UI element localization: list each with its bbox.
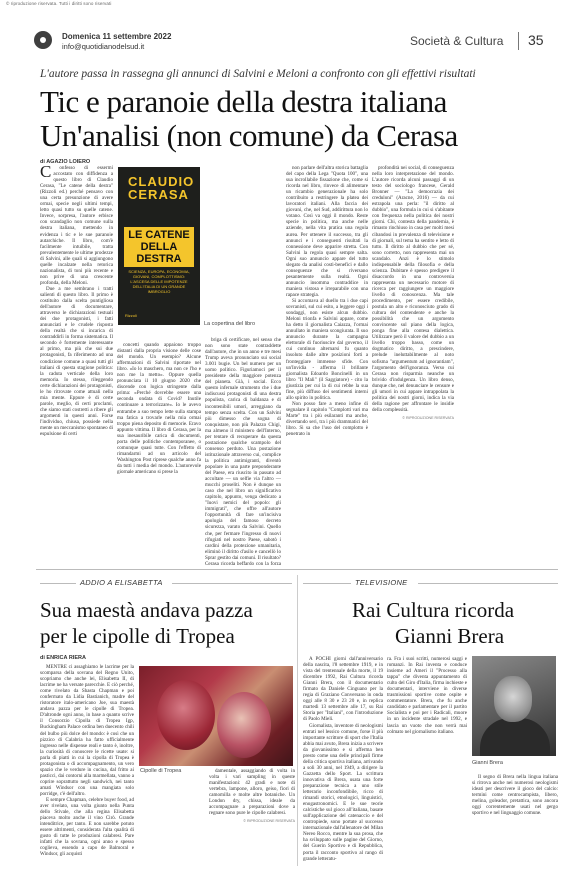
headline-line-1: Tic e paranoie della destra italiana <box>40 84 447 119</box>
right-headline-line-2: Gianni Brera <box>395 624 505 648</box>
cover-subtitle: SCIENZA, EUROPA, ECONOMIA, GIOVANI, COMPLOTTISMO: L'ASCESA DELLE IMPOTENZE DELL'ITALIA DI UN GRANDE IMBROGLIO <box>128 269 190 294</box>
section-tag-left: ADDIO A ELISABETTA <box>80 578 163 587</box>
page-number: 35 <box>528 32 544 48</box>
right-headline-line-1: Rai Cultura ricorda <box>352 598 515 622</box>
right-column-1 <box>303 656 383 864</box>
brera-caption: Gianni Brera <box>472 760 503 766</box>
paragraph: profondità nei social, di conseguenza nella loro interpretazione del mondo. L'autore ricorda alcuni passaggi di un testo del sociologo francese, Gerald Bronner — "La democrazia dei creduloni" (Aracne, 2016) — da cui estrapola una perla: "il diritto al dubbio", una formula in cui si s'abitante con frequenza nella politica dei nostri giorni. Chi, contesta della pandemia, è rimasto rinchiuso in casa per molti mesi cibandosi in prevalenza di televisione e di giornali, sul tema ha sentito e letto di tutto. Il diritto al dubbio che per sé, sono corretto, non rappresenta mai un scandalo. Anzi è lo stimolo indispensabile della filosofia e della scienza. Dubitare è spesso predigere il disaccordo in una controversia rappresenta un necessario motore di ricerca per raggiungere un maggiore livello di conoscenza. Ma tale procedimento, per essere credibile, postula un alto e riconosciuto grado di cultura del contendente e anche la possibilità che un argomento convincente sul piano della logica, ponga fine alla contesa dialettica. Utilizzare però il valore del dubbio a un livello troppo basso, come un dogmatico diritto, a prescindere, prelude ineluttabilmente al noto sofisma "argumentum ad ignorantiam", l'argomento dell'ignoranza. Verso cui Cerasa non risparmia neanche un brivido d'indulgenza. Un libro denso, dunque che, nel denunciare le censure e gli umori in cui appare intrappolata la politica dei nostri giorni, indica la via della ragione per affrontare le insidie della complessità. <box>372 165 454 413</box>
cover-publisher: Rizzoli <box>125 313 137 318</box>
paragraph: MENTRE ci assaghiamo le lacrime per la scomparsa della sovrana del Regno Unito, scopriamo che anche lei, Elisabetta II, di lacrime ne ha versate parecchie. E ciò perché, come rivelato da Shasta Chapman e poi confermato da Lidia Bastianich, madre del ristoratore italo-americano Joe, sua maestà andava pazza per le cipolle di Tropea. D'altronde ogni anno, in base a quanto scrive il Consorzio Cipolla di Tropea Igp, Buckingham Palace ordina ben duecento chili del bulbo più dolce del mondo: è così che un pizzico di Calabria ha fatto ufficialmente ingresso nelle dispense reali e tanto è, inoltre, la curiosità di conoscere le ricette usate: si parla di piatti in cui la cipolla di Tropea è protagonista o di accompagnamento, un vero spazio che le verdure in cucina, dal fritto ai pasticci, dai contorni alla marmellata, vanno a coprire soprattutto negli sandwich, nei tanto amati Windsor con una mangiata solo porridge, c'è dell'altro. <box>40 664 134 797</box>
paragraph: ra. Fra i suoi scritti, numerosi saggi e romanzi. In Rai inventa e conduce insieme ad Ameri il "Processo alla tappa" che diventa appuntamento di culto del Giro d'Italia, firma inchieste e documentari, interviene in diverse trasmissioni sportive come ospite e commentatore. Brera, che fu anche candidato e parlamentare per il partito Socialista e poi per i Radicali, muore in un incidente stradale nel 1992, e lascia un vuoto che non verrà mai colmato nel giornalismo italiano. <box>387 656 467 735</box>
copyright-note: © riproduzione riservata. Tutti i diritti sono riservati <box>6 1 112 6</box>
onion-caption: Cipolle di Tropea <box>140 768 182 774</box>
issue-date: Domenica 11 settembre 2022 <box>62 32 172 41</box>
tag-rule <box>418 583 558 584</box>
article-kicker: L'autore passa in rassegna gli annunci di Salvini e Meloni a confronto con gli effettivi risultati <box>40 68 476 80</box>
onion-photo <box>139 666 293 766</box>
book-cover-image <box>118 167 200 325</box>
left-column-1 <box>40 664 134 864</box>
left-headline-line-1: Sua maestà andava pazza <box>40 598 253 622</box>
paragraph: Il segno di Brera nella lingua italiana si ritrova anche nei numerosi neologismi ideati per descrivere il gioco del calcio: termini come centrocampista, libero, melina, goleador, pretattica, sono ancora oggi correntemente usati nel gergo sportivo e nel linguaggio comune. <box>472 774 558 817</box>
paragraph: Non posso fare a meno infine di segnalare il capitolo "Complotti vari ma Marte" tra i più esilaranti ma anche, divertando seri, tra i più drammatici del libro. Si sa che l'uso del complotto è penetrato in <box>286 400 368 438</box>
tag-rule <box>40 583 76 584</box>
newspaper-logo-icon <box>34 31 52 49</box>
cover-caption: La copertina del libro <box>204 321 256 327</box>
portrait-body-shape <box>480 718 550 756</box>
main-column-3 <box>205 337 281 565</box>
paragraph: briga di certificare, nel senso che non sono state contraddette dall'autore, che in un anno e tre mesi Trump aveva pronunciato sui social 3.001 bugie. Un bel numero per un uomo politico. Figuriamoci per il presidente della maggiore potenza del pianeta. Già, i social. Ecco questo infernale strumento che i due indiscussi protagonisti di una destra populista, carica di baldanza e di incontenibili umori, arreggiano da tempo senza scelta. Con un Salvini più dimesso che sogna di conquistare, non più Palazzo Chigi, ma almeno il ministero dell'Interno, per tentare di recuperare da questa postazione qualche scampolo del consenso perduto. Una postazione istituzionale attraverso cui, complice la politica antimigranti, diventò popolare in una parte preponderante del Paese, era riuscito in passato ad accoltare — un selfie via l'altro — mucchi proseliti. Non è dunque un caso che nel libro un significativo capitolo, appunto, venga dedicato a "Iuovi nemici del popolo: gli immigrati", che offre all'autore l'opportunità di fare un'incisiva apologia del famoso decreto sicurezza, varato da Salvini. Quello che, per fermare l'ingresso di nuovi rifugiati nel nostro Paese, sabotò i cardini della protezione umanitaria, eliminò il diritto d'asilo e cancellò lo Sprar gestito dai comuni. Il risultato? Cerasa ricorda beffardo con la forza <box>205 337 281 565</box>
left-byline: di ENRICA RIERA <box>40 655 86 661</box>
onion-shape <box>157 680 215 750</box>
brera-photo <box>472 656 556 756</box>
paragraph: onfesso di essermi accostato con diffidenza a questo libro di Claudio Cerasa, "Le catene della destra" (Rizzoli ed.) perché pensavo con una certa presunzione di avere ormai, specie negli ultimi tempi, letto quasi tutto su quelle catene. Invece, sorpresa, l'autore erbisce con scandaglio non comune sulla destra italiana, mettendo in evidenza i tic e le sue paranoie autarchiche. Il libro, com'è facilmente intuibile, tratta prevalentemente le ultime prodezze di Salvini, alle quali si aggiungono quelle incalzate nella retorica nazionalista, di toni più recente e non prive di una crescente profonda, della Meloni. <box>40 165 113 286</box>
paragraph: non parlare dell'altra storica battaglia del capo della Lega "Quota 100", una sua incrollabile fissazione che, come si ricorda nel libro, rinvece di alimentare un ricambio generazionale ha solo contribuito a restringere la platea dei lavoratori italiani. Alla faccia dei giovani, che, nel Sud, addirittura non lo votano. Così va oggi il mondo. Reste specie in politica, ma anche nelle aziende, nella vita pratica una regola aurea. Per ottenere il successo, tra gli annunci e i conseguenti risultati la connessione deve apparire stretta. Con Salvini la regola quasi sempre salta. Ogni suo annuncio appare del tutto slegato da analisi costi-benefici e dallo conseguenze che si riversano pesantemente sulla realtà. Ogni annuncio insomma contraddice in maniera vistosa e irreparabile con una rapace strategia. <box>286 165 368 298</box>
paragraph: damentale, assaggiando di volta in volta i vari sampling in queste manifestazioni: 42 gradi e note di vertebra, lampone, alloro, geiso, fiori di camomilla e molte altre botaniche. Un London dry, chissa, ideale da accompagnare a preparazioni dove a regnare sono pure le cipolle calabresi. <box>209 768 295 817</box>
section-rule <box>36 569 558 570</box>
tag-rule <box>172 583 292 584</box>
tag-rule <box>303 583 351 584</box>
right-column-2 <box>387 656 467 864</box>
section-tag-right: TELEVISIONE <box>355 578 408 587</box>
paragraph: E sempre Chapman, celebre buyer food, ad aver rivelato, una volta giunto nella Punta dello Stivale, che alla regina Elisabetta piaceva molto anche il vino Cirò. Grande intenditrice, per tanto. E non sarebbe potuto essere altrimenti, considerata l'alta qualità di gusto di tutte le produzioni calabresi. Pare infatti che la sovrana, ogni anno e spesso coglieva, essendo a capo de Balmoral e Windsor, gli acquisti <box>40 797 134 858</box>
paragraph: concetti quando appaiono troppo distanti dalla propria visione delle cose del mondo. Un esempio? Alcune affermazioni di Salvini riportate nel libro. «Io lo maschero, ma non ce l'ho e non me la metto». Oppure quella pronunciata il 10 giugno 2020 che discende con logica stringente dalla prima: «Perché dovrebbe essere una seconda ondata di Covid? Inutile continuare a terrorizzare». Io le avevo entrambe a suo tempo lette sulla stampa ma fatica a trovarle nella mia ormai troppo piena deposito di memorie. Eravo appunto vittima. Il libro di Cerasa, per la sua inesauribile carica di documenti, porta delle politiche contemporanee, o comunque quasi tutte. Con l'effetto di rimandarmi ad un articolo del Washington Post riprese qualche anno fa da tutti i media del mondo. L'autorevole giornale americano si prese la <box>117 342 201 475</box>
cover-author: CLAUDIO CERASA <box>128 174 195 202</box>
main-column-2 <box>117 342 201 565</box>
byline: di AGAZIO LOIERO <box>40 159 91 165</box>
main-column-5 <box>372 165 454 565</box>
copyright-mark: © RIPRODUZIONE RISERVATA <box>402 415 454 420</box>
section-name: Società & Cultura <box>410 34 504 48</box>
issue-email[interactable]: info@quotidianodelsud.it <box>62 42 145 51</box>
paragraph: Giornalista, inventore di neologismi entrati nel lessico comune, forse il più importante scrittore di sport che l'Italia abbia mai avuto, Brera inizia a scrivere da giovanissimo e si afferma ben presto come una delle principali firme della critica sportiva italiana, arrivando a soli 30 anni, nel 1949, a dirigere la Gazzetta dello Sport. La scrittura innovativa di Brera, usata una forte preparazione tecnica a uno stile letterario inconfondibile, ricco di rimandi storici, etnologici, linguistici, enogastronomici. E le sue teorie calcistiche sul gioco all'italiana, basate sull'applicazione del catenaccio e del contropiede, sono portate al successo internazionale dall'allenatore del Milan Nereo Rocco, mentre la sua prosa, che ha sviluppato sulle pagine del Giorno, del Guerin Sportivo e di Repubblica, porta il racconto sportivo al rango di grande letteratu- <box>303 722 383 862</box>
left-column-2 <box>209 768 295 864</box>
onion-shape <box>217 692 271 758</box>
main-column-1 <box>40 165 113 565</box>
paragraph: Si accomava al duello tra i due capi sovranisti, sul cui esito, a leggere oggi i sondaggi, non esiste alcun dubbio. Meloni trionfa e Salvini appare, come ha detto il giornalista Caiazza, l'ormai annullato in maniera scongiurata. Il suo annuncio durante la campagna elettorale di fuoriuscire dal governo, il cui continuo alternarsi fu quanto insoluto dalle altre posizioni forti a fronteggiare immense sfide. Con un'Invidia - afferma il brillante giornalista Edoardo Boncinelli in un libro "Il Mali" (il Saggiatore) - cito la giustizia per cui la di cui rebbe la sua fine, più diffuso dei sentimenti interni allo spirito in politica. <box>286 298 368 401</box>
portrait-head-shape <box>494 676 532 722</box>
right-column-3 <box>472 774 558 864</box>
column-divider <box>297 575 298 866</box>
header-divider <box>518 32 519 50</box>
paragraph: A POCHI giorni dall'anniversario della nascita, l'8 settembre 1919, e in vista del trentennale della morte, il 19 dicembre 1992, Rai Cultura ricorda Gianni Brera, con il documentario firmato da Daniele Cinguano per la regia di Graziano Conversano in onda oggi alle 8 30 e 23 20 e, in replica martedi 13 settembre alle 17, su Rai Storia per "Italiani", con l'introduzione di Paolo Mieli. <box>303 656 383 723</box>
paragraph: Due a me sembrano i tratti salienti di questo libro. Il primo è costituito dalla scelta puntigliosa dell'autore di documentare, attraverso le dichiarazioni testuali dei due protagonisti, i fatti annunciati e le crudele risposta della realtà che si incarica di contraddirli in forma sistematica. Il secondo è fortemente interessante al primo, ma più che sui due protagonisti, fa riferimento ad una condizione comune a quasi tutti gli italiani di questa stagione politica: la caduta verticale della loro memoria. Io stesso, rileggendo certe dichiarazioni dei protagonisti, le ho ritrovate come attuali nella mia mente. Eppure è di certe parole, meglio, di certi proclami, che siamo stati costretti a ribere gli argomenti in questi anni. Forse l'individuo, chiusa, possiede nella mente un meccanismo spontaneo di espulsione di certi <box>40 285 113 438</box>
cover-title: LE CATENE DELLA DESTRA <box>124 227 194 267</box>
left-headline-line-2: per le cipolle di Tropea <box>40 624 235 648</box>
copyright-mark: © RIPRODUZIONE RISERVATA <box>243 819 295 824</box>
dropcap: C <box>40 165 52 181</box>
headline-line-2: Un'analisi (non comune) da Cerasa <box>40 118 458 153</box>
main-column-4 <box>286 165 368 565</box>
